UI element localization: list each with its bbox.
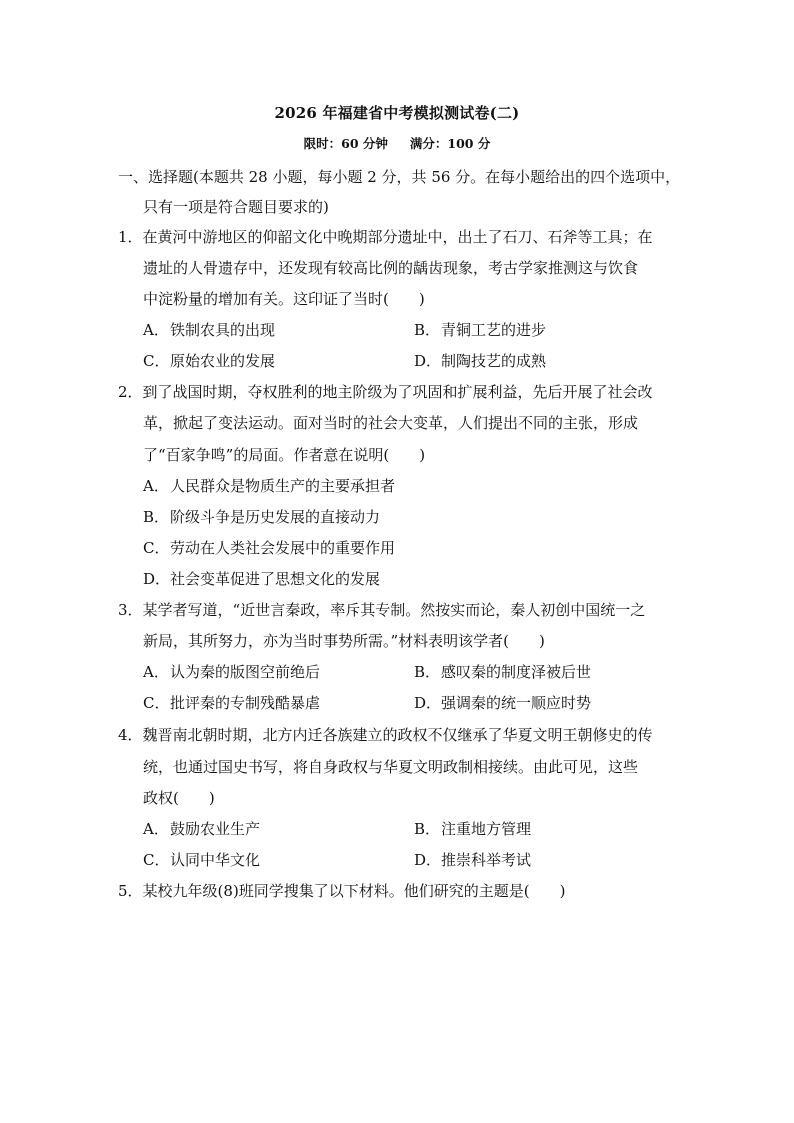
question-2-option-b: B．阶级斗争是历史发展的直接动力 [143,508,381,526]
question-5-line-1: 5．某校九年级(8)班同学搜集了以下材料。他们研究的主题是( ) [118,882,566,900]
question-1-line-1: 1．在黄河中游地区的仰韶文化中晚期部分遗址中，出土了石刀、石斧等工具；在 [118,228,653,246]
question-4-option-b: B．注重地方管理 [414,820,532,838]
exam-title: 2026 年福建省中考模拟测试卷(二) [274,104,520,122]
question-3-option-a: A．认为秦的版图空前绝后 [143,663,321,681]
question-2-line-3: 了“百家争鸣”的局面。作者意在说明( ) [143,446,426,464]
question-3-option-b: B．感叹秦的制度泽被后世 [414,663,592,681]
question-3-line-1: 3．某学者写道，“近世言秦政，率斥其专制。然按实而论，秦人初创中国统一之 [118,601,646,619]
question-1-line-3: 中淀粉量的增加有关。这印证了当时( ) [143,290,425,308]
question-4-line-2: 统，也通过国史书写，将自身政权与华夏文明政制相接续。由此可见，这些 [143,758,639,776]
question-4-line-3: 政权( ) [143,789,215,807]
full-score: 满分：100 分 [409,136,491,151]
question-4-option-c: C．认同中华文化 [143,851,261,869]
question-1-line-2: 遗址的人骨遗存中，还发现有较高比例的龋齿现象，考古学家推测这与饮食 [143,259,639,277]
exam-subtitle [0,134,794,152]
section-heading-line-2: 只有一项是符合题目要求的) [143,198,329,216]
question-1-option-d: D．制陶技艺的成熟 [414,352,547,370]
question-2-option-d: D．社会变革促进了思想文化的发展 [143,570,381,588]
question-3-option-c: C．批评秦的专制残酷暴虐 [143,694,321,712]
question-1-option-a: A．铁制农具的出现 [143,321,276,339]
question-4-option-d: D．推崇科举考试 [414,851,532,869]
section-heading-line-1: 一、选择题(本题共 28 小题，每小题 2 分，共 56 分。在每小题给出的四个选项中， [118,168,681,186]
question-2-option-a: A．人民群众是物质生产的主要承担者 [143,477,396,495]
question-1-option-b: B．青铜工艺的进步 [414,321,547,339]
question-4-option-a: A．鼓励农业生产 [143,820,261,838]
question-3-line-2: 新局，其所努力，亦为当时事势所需。”材料表明该学者( ) [143,632,545,650]
question-1-option-c: C．原始农业的发展 [143,352,276,370]
question-2-option-c: C．劳动在人类社会发展中的重要作用 [143,539,396,557]
time-limit: 限时：60 分钟 [303,136,388,151]
question-3-option-d: D．强调秦的统一顺应时势 [414,694,592,712]
question-2-line-2: 革，掀起了变法运动。面对当时的社会大变革，人们提出不同的主张，形成 [143,414,639,432]
question-4-line-1: 4．魏晋南北朝时期，北方内迁各族建立的政权不仅继承了华夏文明王朝修史的传 [118,726,653,744]
question-2-line-1: 2．到了战国时期，夺权胜利的地主阶级为了巩固和扩展利益，先后开展了社会改 [118,383,653,401]
